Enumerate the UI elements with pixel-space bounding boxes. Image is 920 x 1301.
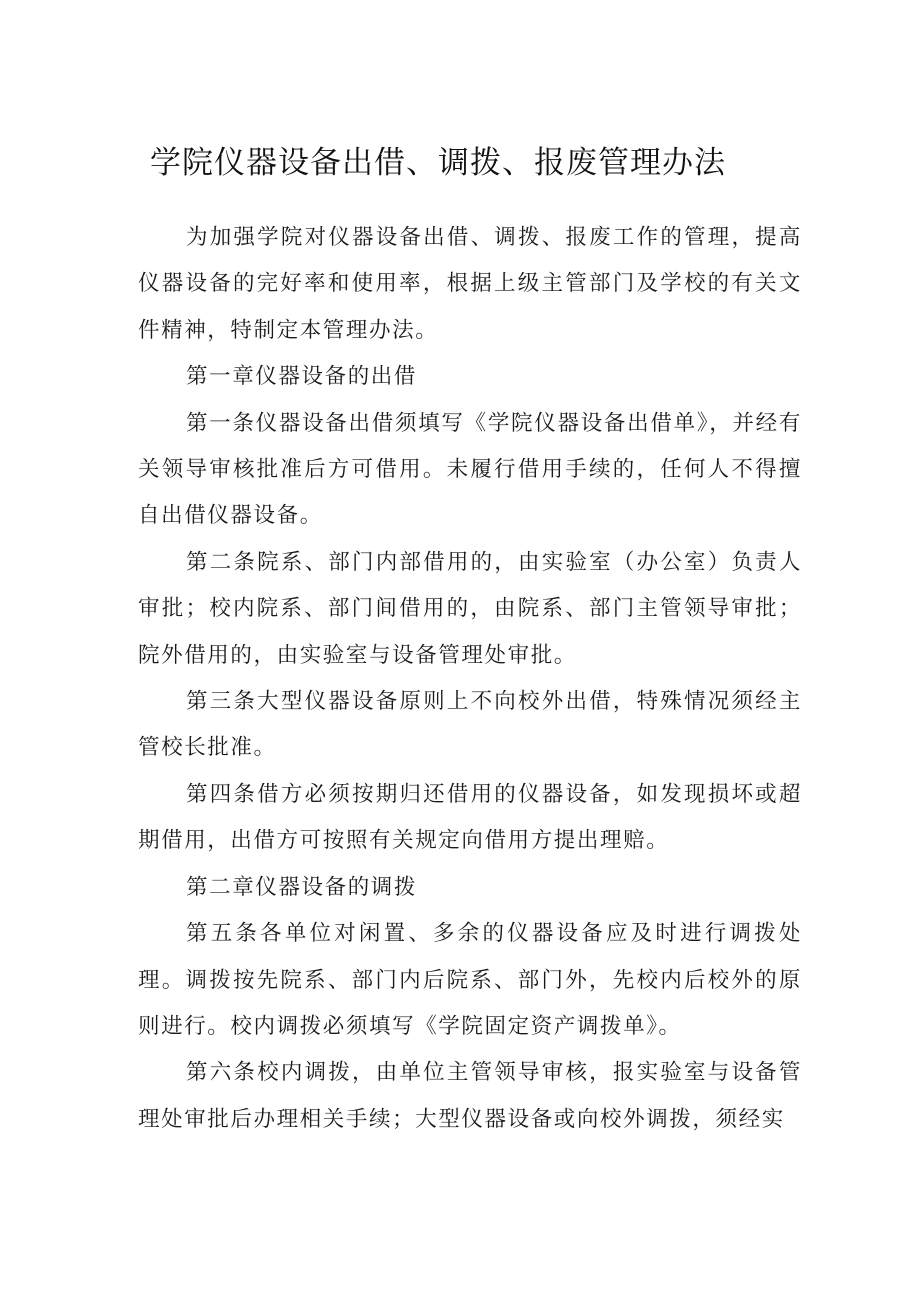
intro-paragraph: 为加强学院对仪器设备出借、调拨、报废工作的管理，提高仪器设备的完好率和使用率，根据上级主管部门及学校的有关文件精神，特制定本管理办法。 [138,225,802,343]
document-body [138,215,802,1143]
article-3-paragraph: 第三条大型仪器设备原则上不向校外出借，特殊情况须经主管校长批准。 [138,689,802,761]
article-6-paragraph: 第六条校内调拨，由单位主管领导审核，报实验室与设备管理处审批后办理相关手续；大型仪器设备或向校外调拨，须经实 [138,1060,802,1132]
chapter-2-heading: 第二章仪器设备的调拨 [186,874,418,900]
article-1-paragraph: 第一条仪器设备出借须填写《学院仪器设备出借单》，并经有关领导审核批准后方可借用。未履行借用手续的，任何人不得擅自出借仪器设备。 [138,410,802,529]
article-4-paragraph: 第四条借方必须按期归还借用的仪器设备，如发现损坏或超期借用，出借方可按照有关规定向借用方提出理赔。 [138,781,802,854]
article-5-paragraph: 第五条各单位对闲置、多余的仪器设备应及时进行调拨处理。调拨按先院系、部门内后院系、部门外，先校内后校外的原则进行。校内调拨必须填写《学院固定资产调拨单》。 [138,921,802,1039]
document-title: 学院仪器设备出借、调拨、报废管理办法 [150,145,726,181]
article-2-paragraph: 第二条院系、部门内部借用的，由实验室（办公室）负责人审批；校内院系、部门间借用的，由院系、部门主管领导审批；院外借用的，由实验室与设备管理处审批。 [138,549,802,668]
chapter-1-heading: 第一章仪器设备的出借 [186,364,418,390]
